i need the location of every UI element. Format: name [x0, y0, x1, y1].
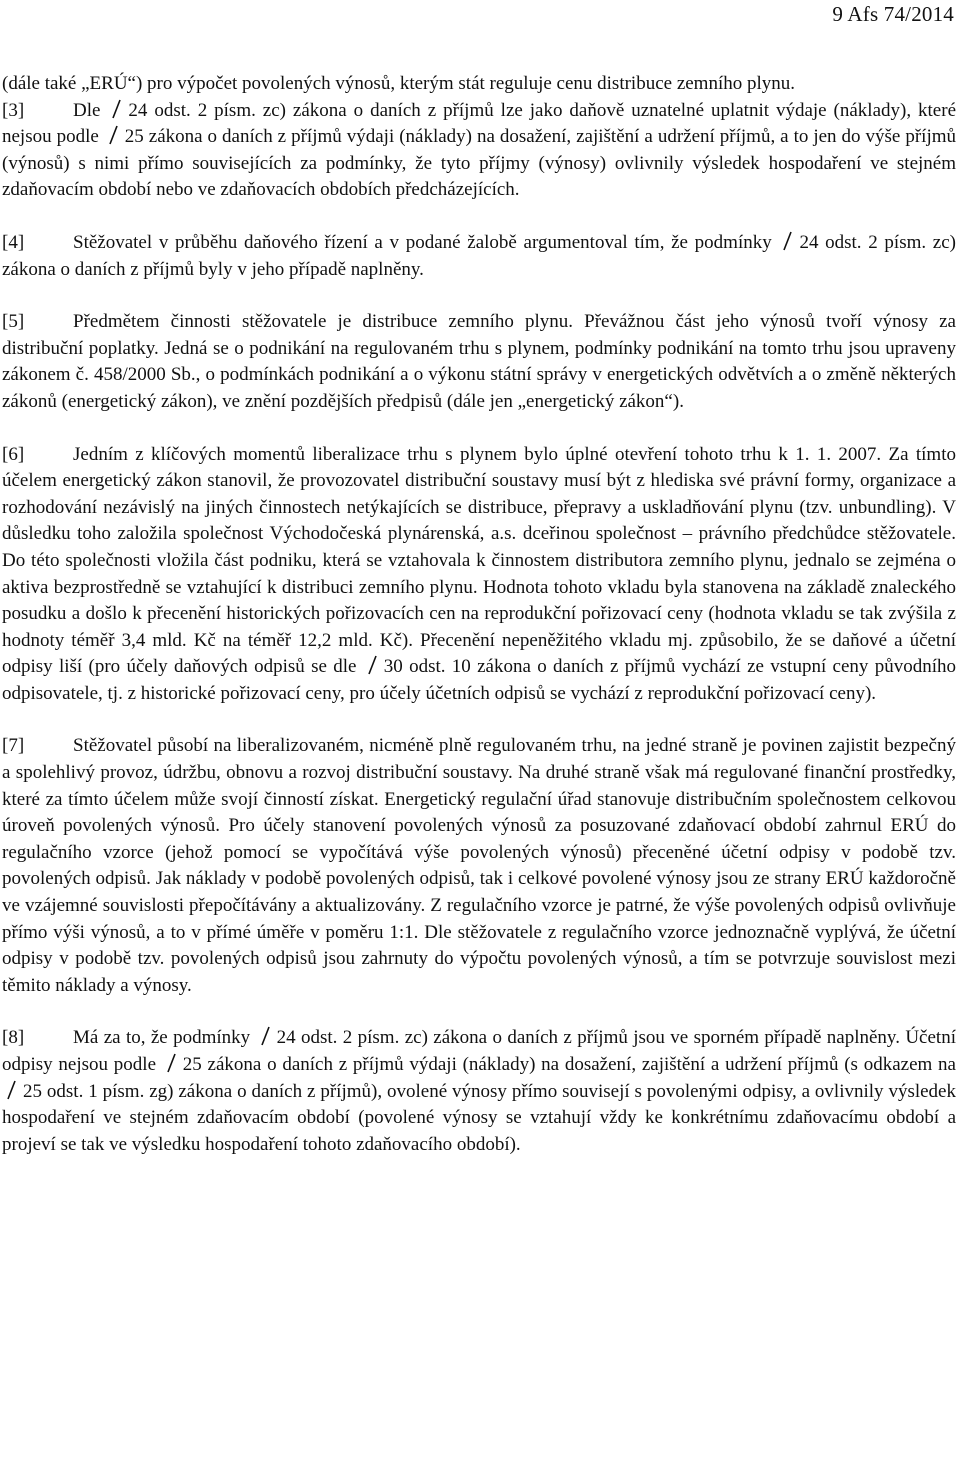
paragraph-text: 25 zákona o daních z příjmů výdaji (náklady) na dosažení, zajištění a udržení příjmů (s odkazem na — [182, 1054, 956, 1075]
paragraph-text: 24 odst. 2 písm. zc) zákona o daních z příjmů jsou ve sporném případě naplněny. Účetní odpisy nejsou podle — [2, 1027, 956, 1075]
paragraph-text: 24 odst. 2 písm. zc) zákona o daních z příjmů byly v jeho případě naplněny. — [2, 231, 956, 280]
section-sign-icon — [109, 99, 124, 119]
section-sign-icon — [780, 231, 795, 251]
case-number: 9 Afs 74/2014 — [832, 2, 954, 26]
paragraph-text: Jedním z klíčových momentů liberalizace trhu s plynem bylo úplné otevření tohoto trhu k 1. 1. 2007. Za tímto účelem energetický zákon stanovil, že provozovatel distribuční soustavy musí být z hlediska své právní formy, organizace a rozhodování nezávislý na jiných činnostech netýkajících se distribuce, přepravy a uskladňování plynu (tzv. unbundling). V důsledku toho založila společnost Východočeská plynárenská, a.s. dceřinou společnost – právního předchůdce stěžovatele. Do této společnosti vložila část podniku, která se vztahovala k činnostem distributora zemního plynu, jednalo se zejména o aktiva bezprostředně se vztahující k distribuci zemního plynu. Hodnota tohoto vkladu byla stanovena na základě znaleckého posudku a došlo k přecenění historických pořizovacích cen na reprodukční pořizovací ceny (hodnota vkladu se tak zvýšila z hodnoty téměř 3,4 mld. Kč na téměř 12,2 mld. Kč). Přecenění nepeněžitého vkladu mj. způsobilo, že se daňové a účetní odpisy liší (pro účely daňových odpisů se dle — [2, 443, 956, 678]
paragraph-7 — [2, 733, 956, 999]
paragraph-text: 24 odst. 2 písm. zc) zákona o daních z příjmů lze jako daňově uznatelné uplatnit výdaje (náklady), které nejsou podle — [2, 99, 957, 148]
paragraph-number: [8] — [2, 1027, 25, 1049]
paragraph-text: 25 odst. 1 písm. zg) zákona o daních z příjmů), ovolené výnosy přímo souvisejí s povolenými odpisy, a ovlivnily výsledek hospodaření ve stejném zdaňovacím období (povolené výnosy se vztahují vždy ke konkrétnímu zdaňovacímu období a projeví se tak ve výsledku hospodaření tohoto zdaňovacího období). — [2, 1080, 956, 1155]
paragraph-8 — [2, 1025, 956, 1158]
paragraph-intro — [2, 71, 956, 98]
paragraph-6 — [2, 442, 956, 708]
paragraph-number: [6] — [2, 443, 25, 465]
paragraph-4 — [2, 230, 956, 283]
document-body — [2, 71, 956, 1158]
section-sign-icon — [4, 1080, 19, 1100]
section-sign-icon — [365, 655, 380, 675]
section-sign-icon — [164, 1053, 179, 1073]
paragraph-text: Předmětem činnosti stěžovatele je distribuce zemního plynu. Převážnou část jeho výnosů tvoří výnosy za distribuční poplatky. Jedná se o podnikání na regulovaném trhu s plynem, podmínky podnikání na tomto trhu jsou upraveny zákonem č. 458/2000 Sb., o podmínkách podnikání a o výkonu státní správy v energetických odvětvích a o změně některých zákonů (energetický zákon), ve znění pozdějších předpisů (dále jen „energetický zákon“). — [2, 311, 956, 412]
paragraph-text: (dále také „ERÚ“) pro výpočet povolených výnosů, kterým stát reguluje cenu distribuce zemního plynu. — [2, 73, 796, 94]
paragraph-number: [4] — [2, 231, 25, 253]
paragraph-number: [5] — [2, 311, 25, 333]
paragraph-text: 25 zákona o daních z příjmů výdaji (náklady) na dosažení, zajištění a udržení příjmů, a to jen do výše příjmů (výnosů) s nimi přímo souvisejících za podmínky, že tyto příjmy (výnosy) ovlivnily výsledek hospodaření ve stejném zdaňovacím období nebo ve zdaňovacích obdobích předcházejících. — [2, 126, 957, 201]
paragraph-text: Stěžovatel působí na liberalizovaném, nicméně plně regulovaném trhu, na jedné straně je povinen zajistit bezpečný a spolehlivý provoz, údržbu, obnovu a rozvoj distribuční soustavy. Na druhé straně však má regulované finanční prostředky, které za tímto účelem může svojí činností získat. Energetický regulační úřad stanovuje distribučním společnostem celkovou úroveň povolených výnosů. Pro účely stanovení povolených výnosů za posuzované zdaňovací období zahrnul ERÚ do regulačního vzorce (jehož pomocí se vypočítává výše povolených výnosů) přeceněné účetní odpisy v podobě tzv. povolených odpisů. Jak náklady v podobě povolených odpisů, tak i celkové povolené výnosy jsou ze strany ERÚ každoročně ve vzájemné souvislosti přepočítávány a aktualizovány. Z regulačního vzorce je patrné, že výše povolených odpisů ovlivňuje přímo výši výnosů, a to v přímé úměře v poměru 1:1. Dle stěžovatele z regulačního vzorce jednoznačně vyplývá, že účetní odpisy v podobě tzv. povolených odpisů jsou zahrnuty do výpočtu povolených výnosů, a tím se potvrzuje souvislost mezi těmito náklady a výnosy. — [2, 735, 956, 996]
paragraph-number: [3] — [2, 99, 25, 121]
paragraph-number: [7] — [2, 735, 25, 757]
paragraph-text: Má za to, že podmínky — [73, 1027, 256, 1049]
paragraph-text: Stěžovatel v průběhu daňového řízení a v podané žalobě argumentoval tím, že podmínky — [73, 231, 779, 253]
paragraph-text: Dle — [73, 99, 108, 121]
paragraph-5 — [2, 309, 956, 415]
section-sign-icon — [258, 1026, 273, 1046]
paragraph-text: 30 odst. 10 zákona o daních z příjmů vychází ze vstupní ceny původního odpisovatele, tj. z historické pořizovací ceny, pro účely účetních odpisů se vychází z reprodukční pořizovací ceny). — [2, 656, 956, 704]
section-sign-icon — [106, 125, 121, 145]
paragraph-3 — [2, 98, 956, 204]
